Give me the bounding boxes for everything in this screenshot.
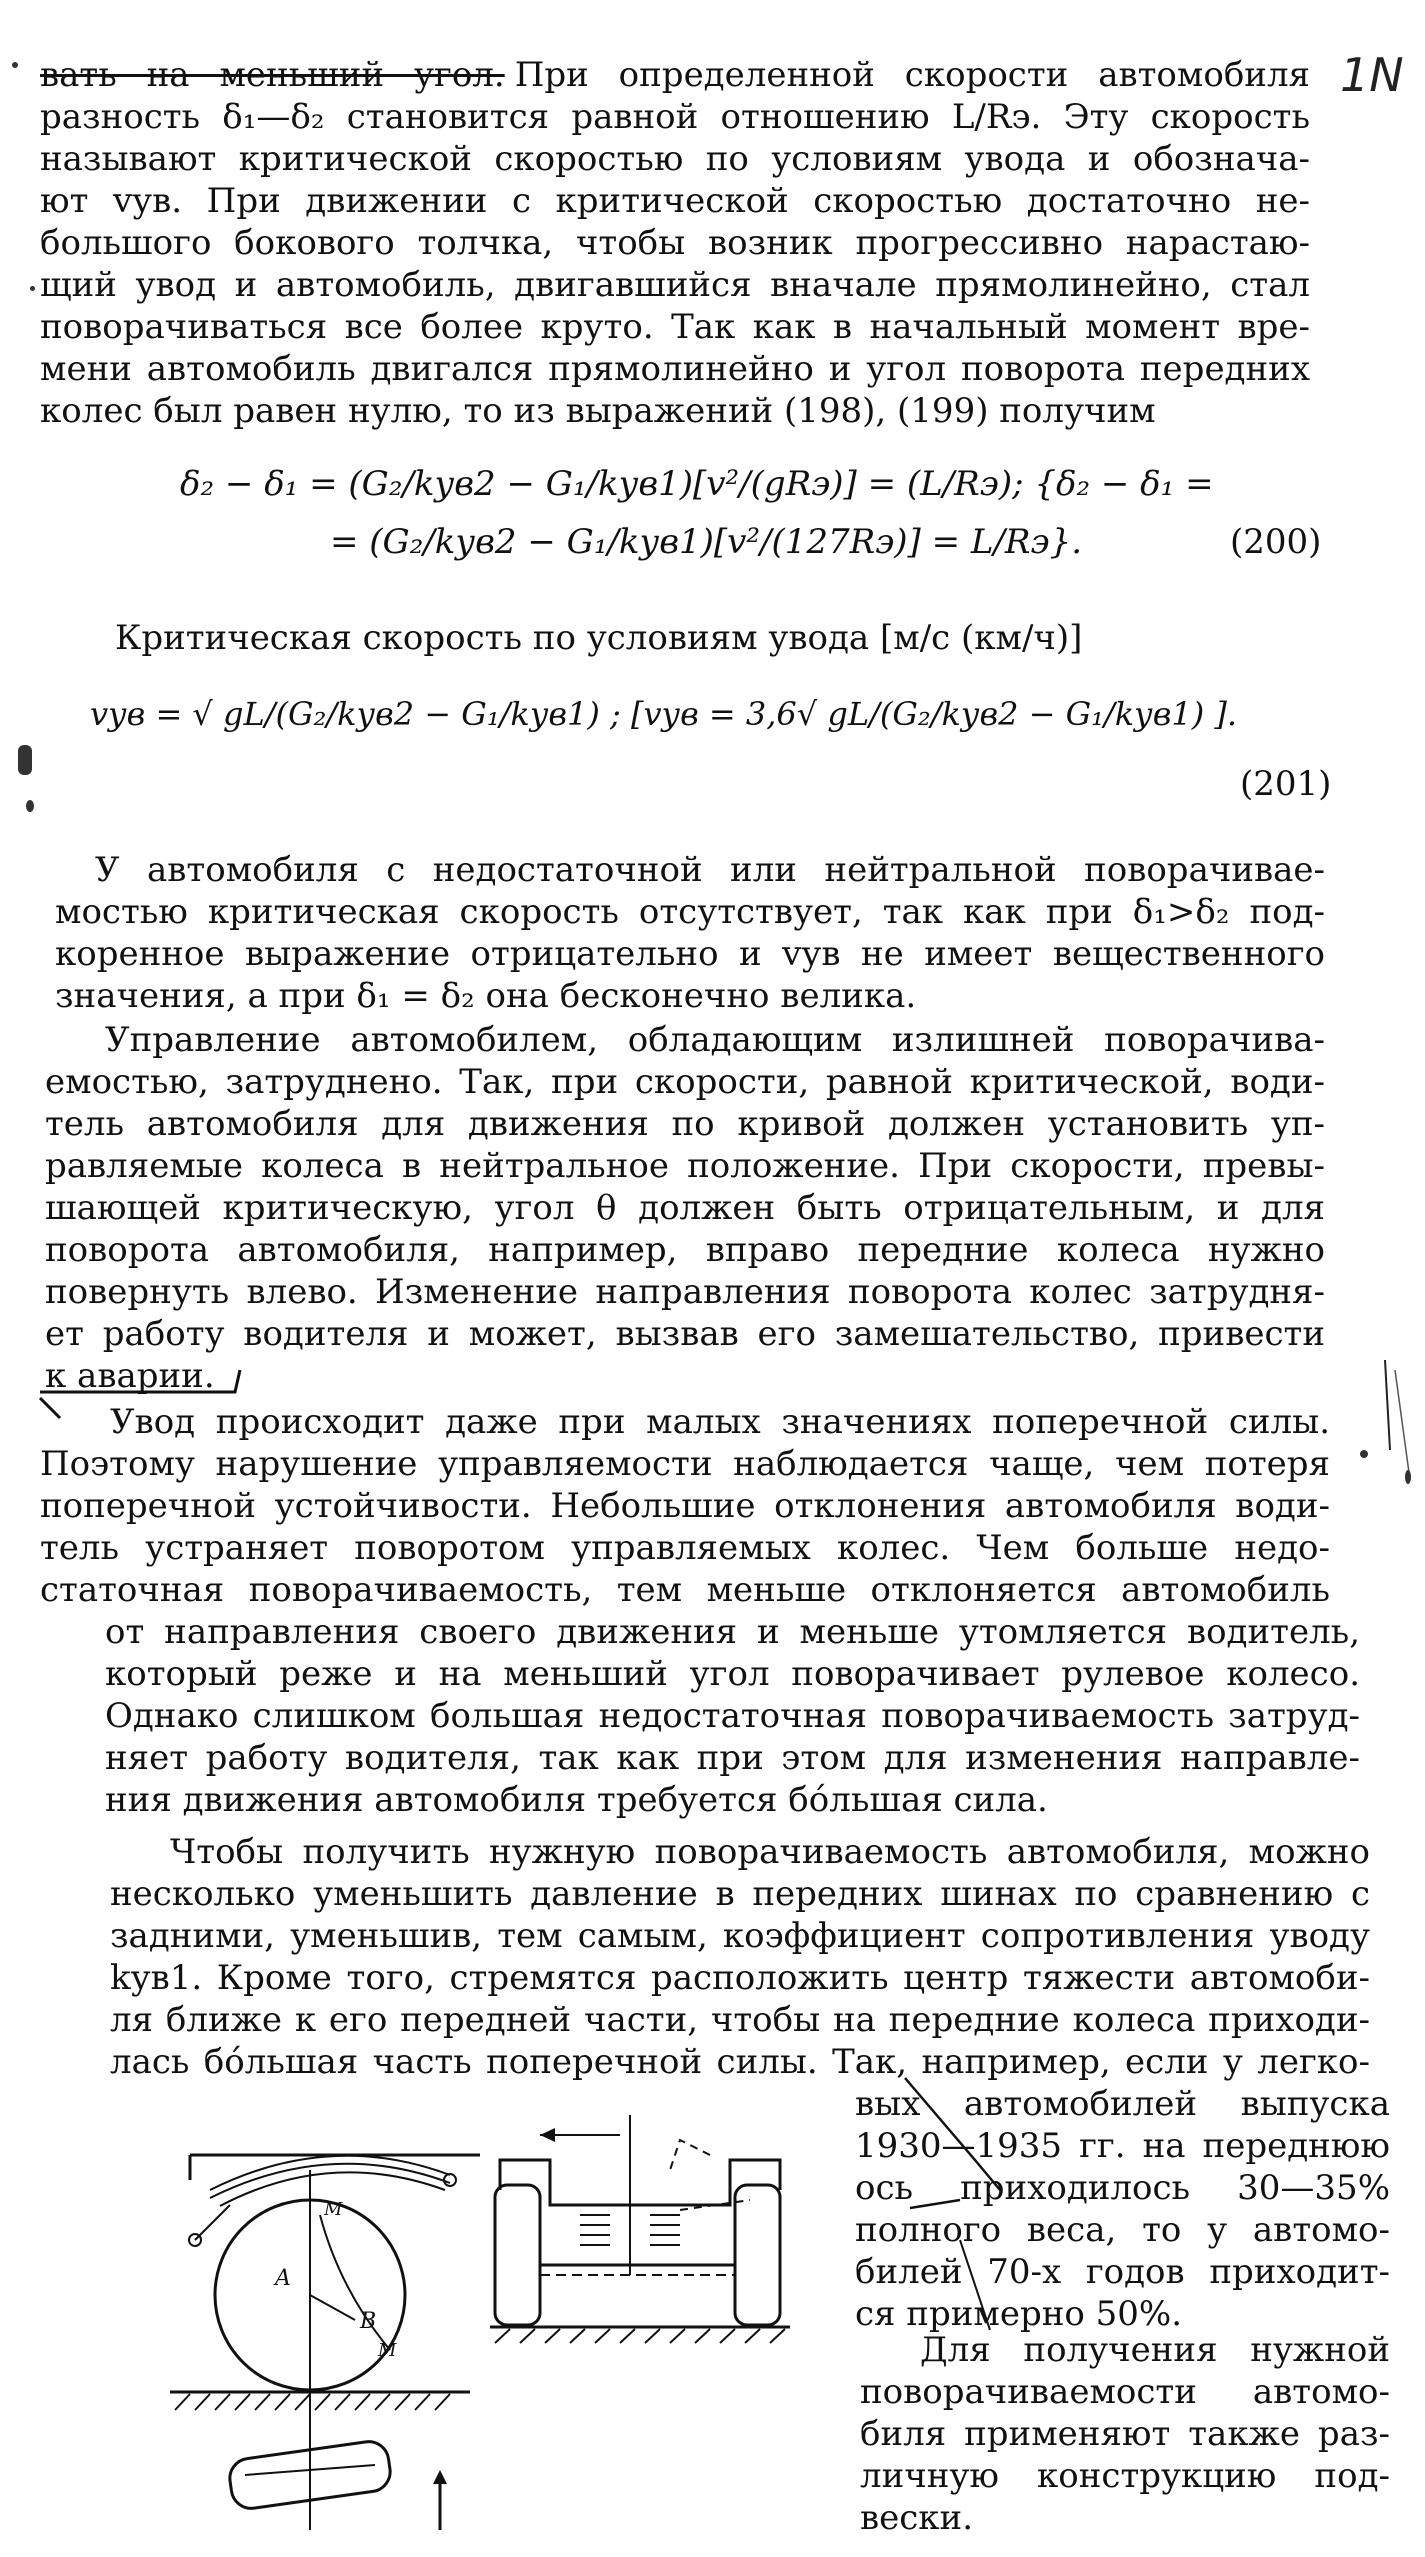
text-line: ось приходилось 30—35% [855, 2168, 1390, 2208]
text-line: равляемые колеса в нейтральное положение. При скорости, превы- [45, 1146, 1325, 1186]
text-line: лась бо́льшая часть поперечной силы. Так, например, если у легко- [110, 2042, 1370, 2082]
text-line: няет работу водителя, так как при этом для изменения направле- [105, 1738, 1360, 1778]
equation-200-line1: δ₂ − δ₁ = (G₂/kув2 − G₁/kув1)[v²/(gRэ)] = (L/Rэ); {δ₂ − δ₁ = [180, 464, 1214, 504]
text-line: ния движения автомобиля требуется бо́льшая сила. [105, 1780, 1048, 1820]
text-line: шающей критическую, угол θ должен быть отрицательным, и для [45, 1188, 1325, 1228]
text-line: поперечной устойчивости. Небольшие отклонения автомобиля води- [40, 1486, 1330, 1526]
text-line: называют критической скоростью по условиям увода и обознача- [40, 139, 1310, 179]
text-line: щий увод и автомобиль, двигавшийся вначале прямолинейно, стал [40, 265, 1310, 305]
text-line: задними, уменьшив, тем самым, коэффициент сопротивления уводу [110, 1916, 1370, 1956]
scan-speck [1360, 1450, 1368, 1458]
text-line: вых автомобилей выпуска [855, 2084, 1390, 2124]
text-line: вески. [860, 2498, 974, 2538]
text-line: билей 70-х годов приходит- [855, 2252, 1390, 2292]
scan-speck [18, 745, 32, 775]
text-line: полного веса, то у автомо- [855, 2210, 1390, 2250]
text-line: колес был равен нулю, то из выражений (198), (199) получим [40, 391, 1156, 431]
text-line: тель автомобиля для движения по кривой должен установить уп- [45, 1104, 1325, 1144]
text-line: личную конструкцию под- [860, 2456, 1390, 2496]
text-line: биля применяют также раз- [860, 2414, 1390, 2454]
text-line: емостью, затруднено. Так, при скорости, равной критической, води- [45, 1062, 1325, 1102]
text-line: большого бокового толчка, чтобы возник прогрессивно нарастаю- [40, 223, 1310, 263]
text-line: 1930—1935 гг. на переднюю [855, 2126, 1390, 2166]
text-line: повернуть влево. Изменение направления поворота колес затрудня- [45, 1272, 1325, 1312]
text-line: тель устраняет поворотом управляемых колес. Чем больше недо- [40, 1528, 1330, 1568]
margin-note: 1N [1340, 48, 1404, 102]
top-paragraph [40, 55, 1310, 431]
struck-text: вать на меньший угол. [40, 55, 505, 95]
text-line: Увод происходит даже при малых значениях поперечной силы. [110, 1402, 1330, 1442]
text-line: от направления своего движения и меньше утомляется водитель, [105, 1612, 1360, 1652]
figure-label-a: A [275, 2266, 291, 2291]
scan-speck [30, 286, 35, 291]
text-line: который реже и на меньший угол поворачивает рулевое колесо. [105, 1654, 1360, 1694]
scan-speck [12, 62, 18, 68]
equation-201: vув = √ gL/(G₂/kув2 − G₁/kув1) ; [vув = 3,6√ gL/(G₂/kув2 − G₁/kув1) ]. [90, 695, 1238, 733]
suspension-diagram-left [150, 2110, 490, 2530]
text-line [40, 55, 1310, 95]
crit-heading: Критическая скорость по условиям увода [м/с (км/ч)] [115, 618, 1083, 658]
text-line: значения, а при δ₁ = δ₂ она бесконечно велика. [55, 976, 917, 1016]
text-fragment: При определенной скорости автомобиля [514, 55, 1310, 95]
paragraph-4 [110, 1832, 1370, 2092]
text-line: несколько уменьшить давление в передних шинах по сравнению с [110, 1874, 1370, 1914]
equation-200-number: (200) [1230, 522, 1322, 562]
paragraph-2 [45, 1020, 1325, 1400]
text-line: поворота автомобиля, например, вправо передние колеса нужно [45, 1230, 1325, 1270]
side-text-2 [860, 2330, 1390, 2540]
text-line: ет работу водителя и может, вызвав его замешательство, привести [45, 1314, 1325, 1354]
text-line: Для получения нужной [920, 2330, 1390, 2370]
text-line: ют vув. При движении с критической скоростью достаточно не- [40, 181, 1310, 221]
text-line: У автомобиля с недостаточной или нейтральной поворачивае- [95, 850, 1325, 890]
text-line: мени автомобиль двигался прямолинейно и угол поворота передних [40, 349, 1310, 389]
paragraph-3 [40, 1402, 1330, 1617]
text-line: поворачиваемости автомо- [860, 2372, 1390, 2412]
text-line: ля ближе к его передней части, чтобы на передние колеса приходи- [110, 2000, 1370, 2040]
text-line: статочная поворачиваемость, тем меньше отклоняется автомобиль [40, 1570, 1330, 1610]
paragraph-3b [105, 1612, 1360, 1827]
text-line: мостью критическая скорость отсутствует, так как при δ₁>δ₂ под- [55, 892, 1325, 932]
figure-label-m-bottom: M [378, 2340, 397, 2361]
up-arrow [430, 2470, 450, 2530]
text-line: коренное выражение отрицательно и vув не имеет вещественного [55, 934, 1325, 974]
text-line: Управление автомобилем, обладающим излишней поворачива- [105, 1020, 1325, 1060]
scan-speck [1405, 1470, 1411, 1484]
equation-200-line2: = (G₂/kув2 − G₁/kув1)[v²/(127Rэ)] = L/Rэ}. [330, 522, 1083, 562]
equation-201-number: (201) [1240, 764, 1332, 804]
text-line: kув1. Кроме того, стремятся расположить центр тяжести автомоби- [110, 1958, 1370, 1998]
axle-diagram-right [480, 2115, 810, 2445]
side-text [855, 2084, 1390, 2339]
figure-label-m-top: M [324, 2199, 343, 2220]
text-line: к аварии. [45, 1356, 215, 1396]
figure-label-b: B [360, 2309, 377, 2334]
text-line: Чтобы получить нужную поворачиваемость автомобиля, можно [170, 1832, 1370, 1872]
text-line: разность δ₁—δ₂ становится равной отношению L/Rэ. Эту скорость [40, 97, 1310, 137]
text-line: Поэтому нарушение управляемости наблюдается чаще, чем потеря [40, 1444, 1330, 1484]
text-line: поворачиваться все более круто. Так как в начальный момент вре- [40, 307, 1310, 347]
scan-speck [26, 800, 34, 812]
text-line: ся примерно 50%. [855, 2294, 1183, 2334]
paragraph-1 [55, 850, 1325, 1020]
text-line: Однако слишком большая недостаточная поворачиваемость затруд- [105, 1696, 1360, 1736]
